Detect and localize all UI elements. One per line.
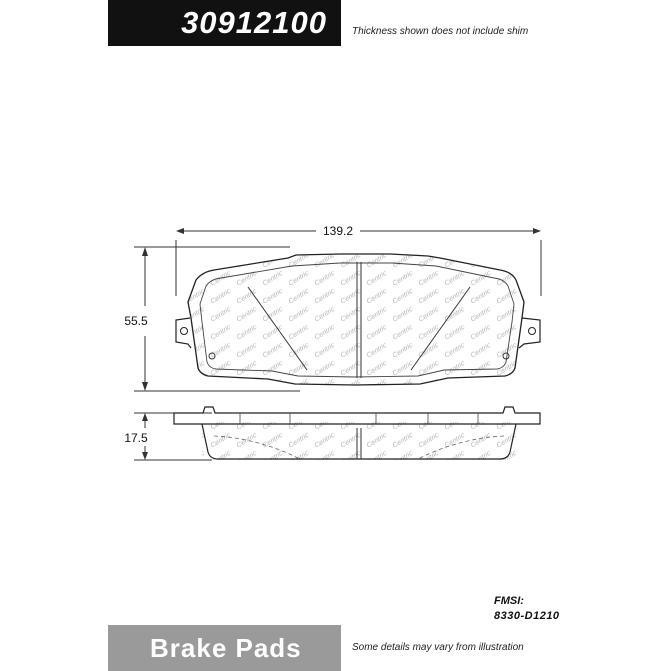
- illustration-disclaimer: Some details may vary from illustration: [352, 642, 524, 653]
- fmsi-number: 8330-D1210: [494, 610, 560, 622]
- fmsi-label: FMSI:: [494, 595, 524, 607]
- pad-front-view: [176, 248, 540, 388]
- pad-side-view: [174, 407, 540, 460]
- part-number: 30912100: [181, 5, 327, 40]
- shim-note: Thickness shown does not include shim: [352, 26, 529, 37]
- footer-bar: [108, 625, 341, 671]
- height-label: 55.5: [124, 314, 148, 328]
- width-label: 139.2: [322, 224, 354, 238]
- thickness-dimension: [124, 413, 212, 460]
- product-category-title: Brake Pads: [150, 633, 302, 663]
- thickness-label: 17.5: [124, 431, 148, 445]
